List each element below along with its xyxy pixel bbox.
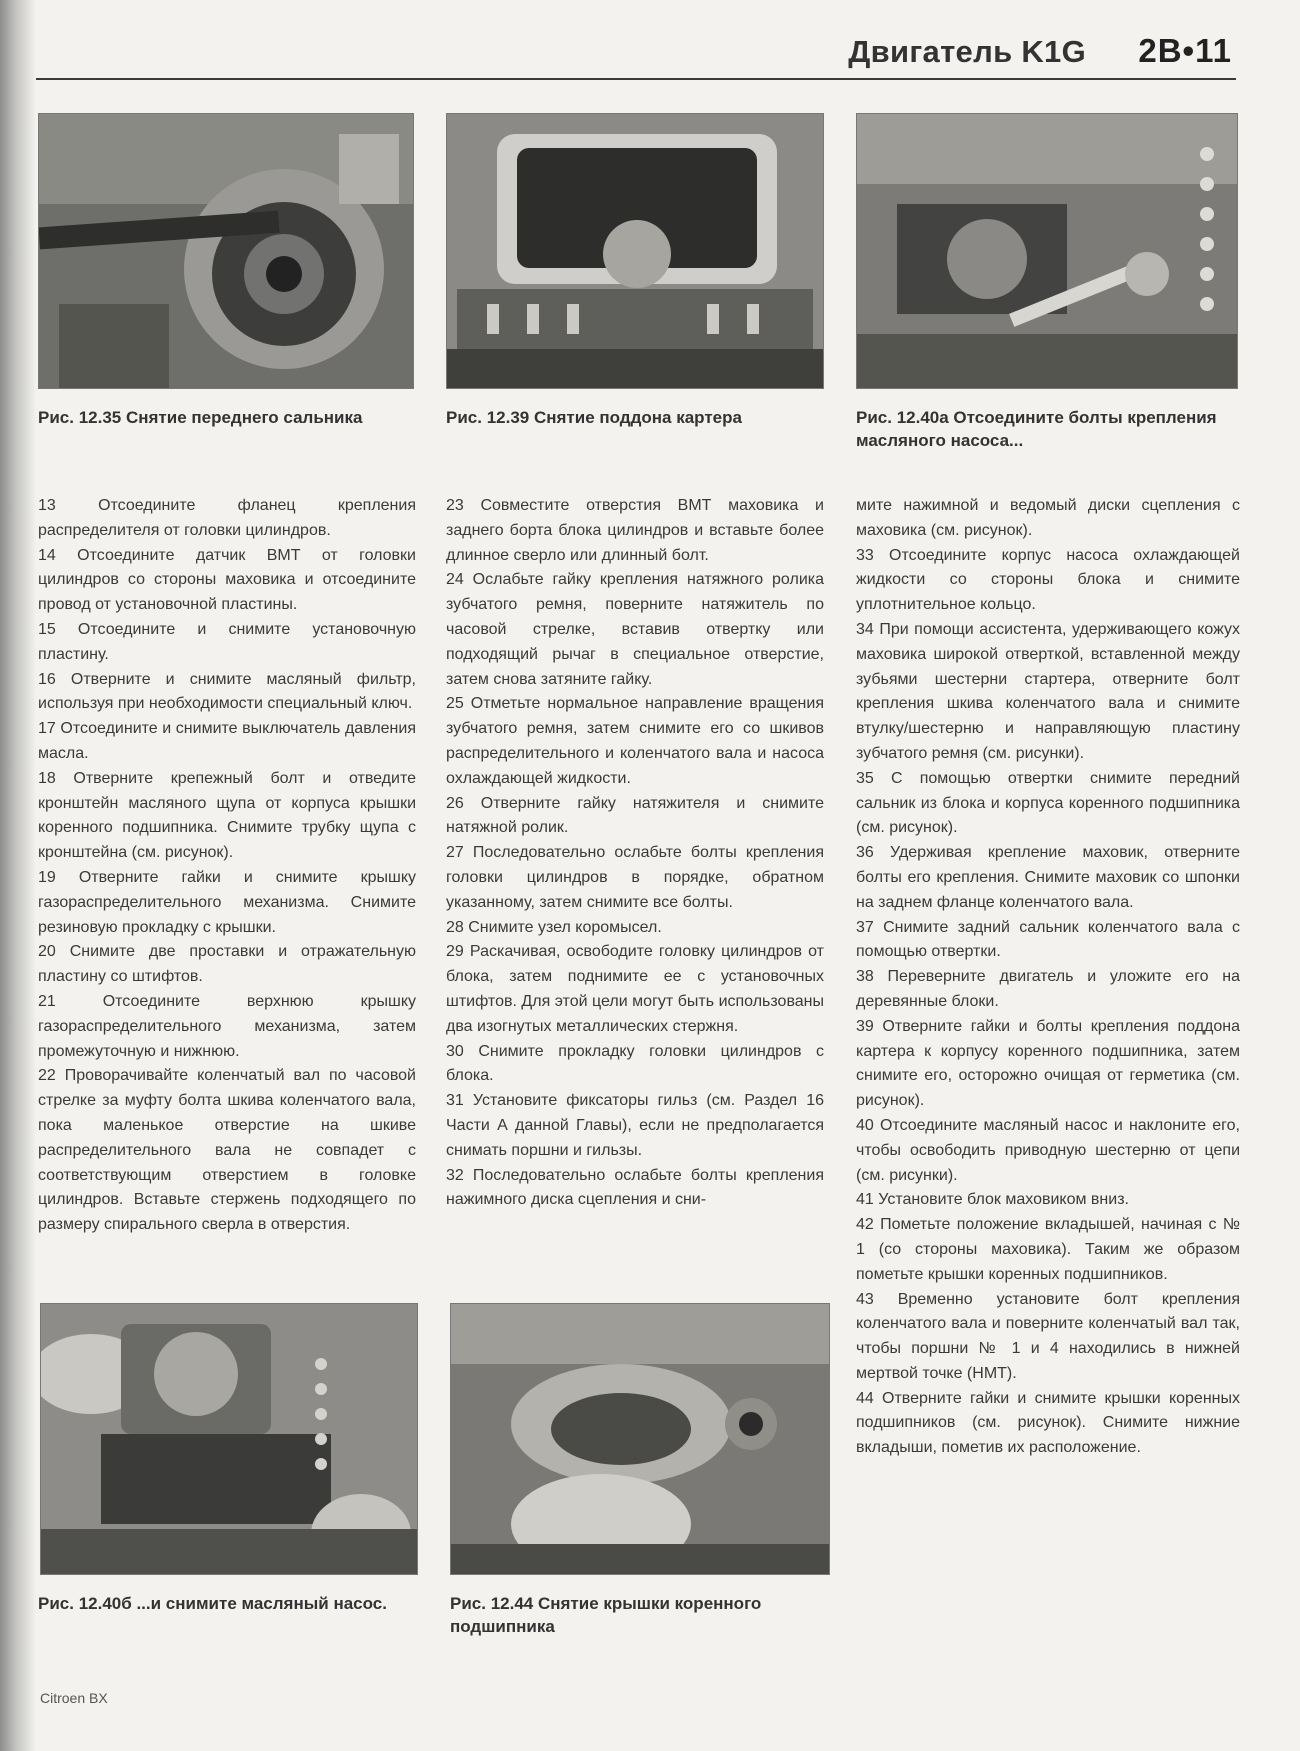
- step-31: 31 Установите фиксаторы гильз (см. Раздел 16 Части А данной Главы), если не предполагается снимать поршни и гильзы.: [446, 1092, 824, 1159]
- step-40: 40 Отсоедините масляный насос и наклоните его, чтобы освободить приводную шестерню от цепи (см. рисунки).: [856, 1116, 1240, 1184]
- caption-fig-12-40b: Рис. 12.40б ...и снимите масляный насос.: [38, 1594, 387, 1613]
- step-32-cont: мите нажимной и ведомый диски сцепления с маховика (см. рисунок).: [856, 497, 1240, 539]
- step-22: 22 Проворачивайте коленчатый вал по часовой стрелке за муфту болта шкива коленчатого вала, пока маленькое отверстие на шкиве распределительного вала не совпадет с соответствующим отверстием в головке цилиндров. Вставьте стержень подходящего по размеру спирального сверла в отверстия.: [38, 1067, 416, 1234]
- step-42: 42 Пометьте положение вкладышей, начиная с № 1 (со стороны маховика). Таким же образом пометьте крышки коренных подшипников.: [856, 1216, 1240, 1283]
- step-21: 21 Отсоедините верхнюю крышку газораспределительного механизма, затем промежуточную и нижнюю.: [38, 992, 416, 1060]
- step-25: 25 Отметьте нормальное направление вращения зубчатого ремня, затем снимите его со шкивов распределительного и коленчатого вала и насоса охлаждающей жидкости.: [446, 695, 824, 787]
- step-16: 16 Отверните и снимите масляный фильтр, используя при необходимости специальный ключ.: [38, 670, 416, 713]
- step-15: 15 Отсоедините и снимите установочную пластину.: [38, 620, 416, 663]
- caption-fig-12-35: Рис. 12.35 Снятие переднего сальника: [38, 408, 363, 427]
- step-13: 13 Отсоедините фланец крепления распределителя от головки цилиндров.: [38, 497, 416, 539]
- step-20: 20 Снимите две проставки и отражательную пластину со штифтов.: [38, 943, 416, 986]
- step-44: 44 Отверните гайки и снимите крышки коренных подшипников (см. рисунок). Снимите нижние вкладыши, пометив их расположение.: [856, 1389, 1240, 1457]
- step-23: 23 Совместите отверстия ВМТ маховика и заднего борта блока цилиндров и вставьте более длинное сверло или длинный болт.: [446, 497, 824, 564]
- photo-main-bearing-cap: [450, 1303, 830, 1575]
- step-34: 34 При помощи ассистента, удерживающего кожух маховика широкой отверткой, вставленной между зубьями шестерни стартера, отверните болт крепления шкива коленчатого вала и снимите втулку/шестерню и направляющую пластину зубчатого ремня (см. рисунки).: [856, 620, 1240, 762]
- text-column-2: [446, 494, 824, 1213]
- text-column-3: [856, 494, 1240, 1461]
- caption-fig-12-44: Рис. 12.44 Снятие крышки коренного подшипника: [450, 1594, 762, 1636]
- photo-oil-pump-bolts: [856, 113, 1238, 389]
- section-title: Двигатель K1G: [848, 34, 1086, 69]
- step-14: 14 Отсоедините датчик ВМТ от головки цилиндров со стороны маховика и отсоедините провод от установочной пластины.: [38, 546, 416, 614]
- photo-oil-pump-removed: [40, 1303, 418, 1575]
- step-37: 37 Снимите задний сальник коленчатого вала с помощью отвертки.: [856, 918, 1240, 961]
- page-binding-shadow: [0, 0, 36, 1751]
- step-19: 19 Отверните гайки и снимите крышку газораспределительного механизма. Снимите резиновую прокладку с крышки.: [38, 868, 416, 936]
- step-28: 28 Снимите узел коромысел.: [446, 918, 662, 936]
- step-36: 36 Удерживая крепление маховик, отверните болты его крепления. Снимите маховик со шпонки на заднем фланце коленчатого вала.: [856, 844, 1240, 911]
- caption-fig-12-40a: Рис. 12.40а Отсоедините болты крепления масляного насоса...: [856, 408, 1217, 450]
- step-29: 29 Раскачивая, освободите головку цилиндров от блока, затем поднимите ее с установочных штифтов. Для этой цели могут быть использованы два изогнутых металлических стержня.: [446, 943, 824, 1035]
- photo-front-seal-removal: [38, 113, 414, 389]
- page-header: [36, 30, 1236, 80]
- photo-oil-pan-removal: [446, 113, 824, 389]
- step-18: 18 Отверните крепежный болт и отведите кронштейн масляного щупа от корпуса крышки коренного подшипника. Снимите трубку щупа с кронштейна (см. рисунок).: [38, 769, 416, 862]
- page-number: 2B•11: [1138, 32, 1232, 69]
- step-33: 33 Отсоедините корпус насоса охлаждающей жидкости со стороны блока и снимите уплотнительное кольцо.: [856, 546, 1240, 614]
- step-17: 17 Отсоедините и снимите выключатель давления масла.: [38, 720, 416, 762]
- text-column-1: [38, 494, 416, 1238]
- step-30: 30 Снимите прокладку головки цилиндров с блока.: [446, 1042, 824, 1085]
- caption-fig-12-39: Рис. 12.39 Снятие поддона картера: [446, 408, 742, 427]
- step-27: 27 Последовательно ослабьте болты крепления головки цилиндров в порядке, обратном указанному, затем снимите все болты.: [446, 844, 824, 911]
- step-26: 26 Отверните гайку натяжителя и снимите натяжной ролик.: [446, 794, 824, 837]
- step-24: 24 Ослабьте гайку крепления натяжного ролика зубчатого ремня, поверните натяжитель по часовой стрелке, вставив отвертку или подходящий рычаг в специальное отверстие, затем снова затяните гайку.: [446, 571, 824, 688]
- step-32: 32 Последовательно ослабьте болты крепления нажимного диска сцепления и сни-: [446, 1166, 824, 1209]
- step-38: 38 Переверните двигатель и уложите его на деревянные блоки.: [856, 968, 1240, 1010]
- step-43: 43 Временно установите болт крепления коленчатого вала и поверните коленчатый вал так, чтобы поршни № 1 и 4 находились в нижней мертвой точке (НМТ).: [856, 1290, 1240, 1382]
- step-39: 39 Отверните гайки и болты крепления поддона картера к корпусу коренного подшипника, затем снимите его, осторожно очищая от герметика (см. рисунок).: [856, 1017, 1240, 1110]
- step-41: 41 Установите блок маховиком вниз.: [856, 1191, 1129, 1209]
- step-35: 35 С помощью отвертки снимите передний сальник из блока и корпуса коренного подшипника (см. рисунок).: [856, 769, 1240, 837]
- footer-model: Citroen BX: [40, 1690, 108, 1706]
